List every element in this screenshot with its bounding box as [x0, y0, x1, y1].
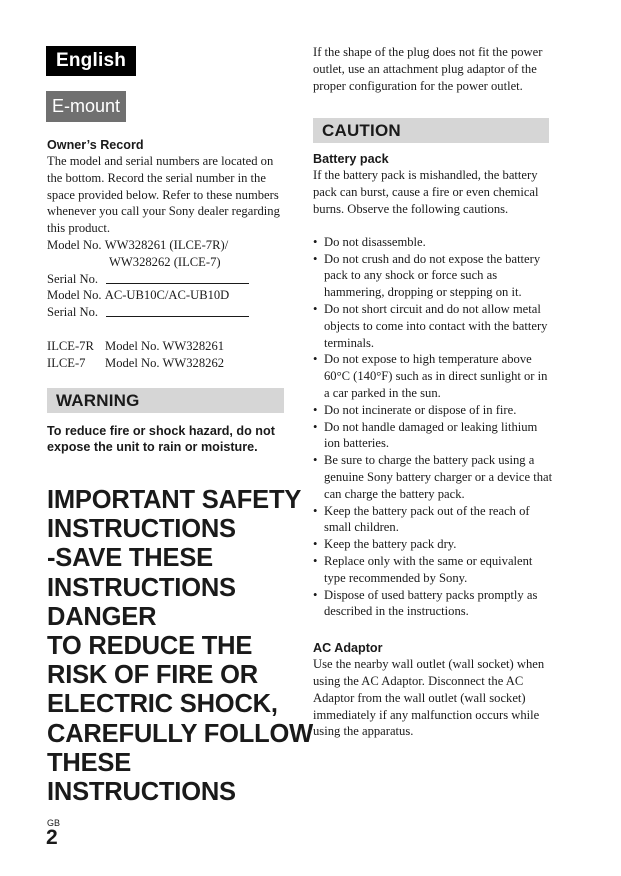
right-column: [313, 44, 553, 740]
safety-title-line: RISK OF FIRE OR: [47, 661, 258, 690]
list-item: • Do not handle damaged or leaking lithium ion batteries.: [313, 419, 553, 453]
serial-number-label-2: Serial No.: [47, 305, 99, 320]
safety-title-line: INSTRUCTIONS: [47, 573, 236, 602]
model-value: Model No. WW328261: [105, 338, 225, 353]
serial-number-row: [47, 271, 287, 288]
safety-title-line: ELECTRIC SHOCK,: [47, 690, 278, 719]
owners-record-heading: Owner’s Record: [47, 138, 144, 152]
battery-pack-heading: Battery pack: [313, 152, 389, 167]
serial-number-row-2: [47, 304, 287, 321]
left-column: [47, 137, 287, 456]
list-item: • Dispose of used battery packs promptly as described in the instructions.: [313, 587, 553, 621]
model-number-value-3: AC-UB10C/AC-UB10D: [104, 288, 230, 303]
caution-bar: CAUTION: [313, 118, 549, 143]
model-number-label: Model No.: [47, 237, 102, 252]
page-number: 2: [46, 826, 58, 849]
list-item: • Keep the battery pack dry.: [313, 536, 553, 553]
safety-title-line: DANGER: [47, 602, 157, 631]
serial-number-blank: [106, 271, 249, 284]
model-name: ILCE-7: [47, 355, 86, 370]
model-name: ILCE-7R: [47, 338, 94, 353]
serial-number-blank-2: [106, 304, 249, 317]
safety-title-line: -SAVE THESE: [47, 544, 213, 573]
plug-note: If the shape of the plug does not fit the power outlet, use an attachment plug adaptor of the proper configuration for the power outlet.: [313, 45, 543, 93]
safety-title-line: THESE: [47, 748, 132, 777]
list-item: • Be sure to charge the battery pack using a genuine Sony battery charger or a device that can charge the battery pack.: [313, 452, 553, 502]
list-item: • Do not incinerate or dispose of in fire.: [313, 402, 553, 419]
list-item: • Do not expose to high temperature above 60°C (140°F) such as in direct sunlight or in a car parked in the sun.: [313, 351, 553, 401]
list-item: • Replace only with the same or equivalent type recommended by Sony.: [313, 553, 553, 587]
safety-title-line: TO REDUCE THE: [47, 632, 253, 661]
list-item: • Keep the battery pack out of the reach of small children.: [313, 503, 553, 537]
safety-title-line: INSTRUCTIONS: [47, 515, 236, 544]
ac-adaptor-heading: AC Adaptor: [313, 641, 383, 656]
safety-title-line: CAREFULLY FOLLOW: [47, 719, 313, 748]
list-item: • Do not short circuit and do not allow metal objects to come into contact with the battery terminals.: [313, 301, 553, 351]
battery-cautions-list: [313, 234, 553, 620]
model-number-label-2: Model No.: [47, 288, 102, 303]
model-number-row: [47, 237, 287, 254]
list-item: • Do not disassemble.: [313, 234, 553, 251]
mount-tab: E-mount: [46, 91, 126, 122]
safety-title-line: INSTRUCTIONS: [47, 778, 236, 807]
list-item: • Do not crush and do not expose the battery pack to any shock or force such as hammering, dropping or stepping on it.: [313, 251, 553, 301]
serial-number-label: Serial No.: [47, 271, 99, 286]
owners-record-text: The model and serial numbers are located on the bottom. Record the serial number in the space provided below. Refer to these numbers whenever you call your Sony dealer regarding this product.: [47, 154, 280, 236]
warning-bar: WARNING: [47, 388, 284, 413]
model-number-value-1: WW328261 (ILCE-7R)/: [104, 237, 229, 252]
ac-adaptor-text: Use the nearby wall outlet (wall socket) when using the AC Adaptor. Disconnect the AC Adaptor from the wall outlet (wall socket) immediately if any malfunction occurs while using the apparatus.: [313, 657, 545, 739]
battery-pack-intro: If the battery pack is mishandled, the battery pack can burst, cause a fire or even chemical burns. Observe the following cautions.: [313, 168, 539, 216]
safety-title-line: IMPORTANT SAFETY: [47, 486, 302, 514]
model-row-ilce7: [47, 355, 287, 372]
model-number-value-2: WW328262 (ILCE-7): [109, 254, 221, 269]
region-code: GB: [47, 818, 61, 828]
warning-text: To reduce fire or shock hazard, do not expose the unit to rain or moisture.: [47, 423, 275, 455]
safety-title: [47, 486, 313, 807]
model-row-ilce7r: [47, 338, 287, 355]
model-number-row-2: [47, 287, 287, 304]
language-tab: English: [46, 46, 136, 76]
model-value: Model No. WW328262: [105, 355, 225, 370]
